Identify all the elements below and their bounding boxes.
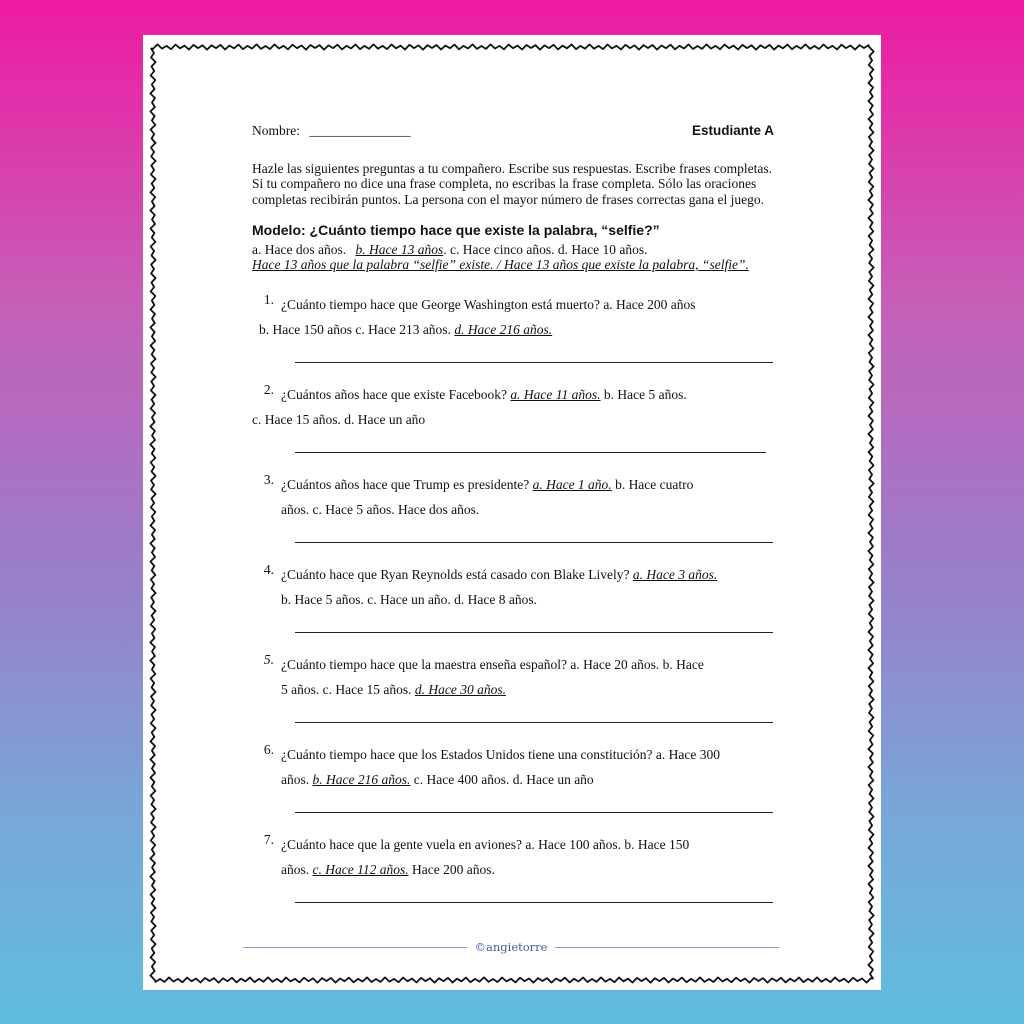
question-number: 3. xyxy=(263,471,274,487)
question-7 xyxy=(252,832,774,882)
question-options-rest: Hace 200 años. xyxy=(408,861,495,877)
model-option-a: a. Hace dos años. xyxy=(252,241,347,257)
question-text: ¿Cuánto tiempo hace que los Estados Unidos tiene una constitución? a. Hace 300 xyxy=(281,746,721,762)
model-option-cd: . c. Hace cinco años. d. Hace 10 años. xyxy=(443,241,648,257)
question-options-line2: años. c. Hace 5 años. Hace dos años. xyxy=(281,501,480,517)
question-2 xyxy=(252,382,774,432)
question-options-line2: b. Hace 5 años. c. Hace un año. d. Hace 8 años. xyxy=(281,591,538,607)
answer-line-4 xyxy=(295,632,773,633)
instructions: Hazle las siguientes preguntas a tu compañero. Escribe sus respuestas. Escribe frases completas. Si tu compañero no dice una frase completa, no escribas la frase completa. Sólo las oraciones completas recibirán puntos. La persona con el mayor número de frases correctas gana el juego. xyxy=(252,160,772,207)
model-title: Modelo: ¿Cuánto tiempo hace que existe la palabra, “selfie?” xyxy=(252,222,660,238)
question-text: ¿Cuántos años hace que Trump es presidente? xyxy=(281,476,533,492)
footer-rule-right xyxy=(555,947,779,948)
correct-answer: a. Hace 3 años. xyxy=(632,566,718,582)
name-blank: _______________ xyxy=(309,123,411,138)
worksheet-content xyxy=(252,123,774,903)
worksheet-page xyxy=(143,35,881,990)
footer xyxy=(243,940,779,954)
correct-answer: b. Hace 216 años. xyxy=(312,771,411,787)
question-number: 6. xyxy=(263,741,274,757)
model-option-b-correct: b. Hace 13 años xyxy=(355,241,444,257)
question-5 xyxy=(252,652,774,702)
question-text: ¿Cuántos años hace que existe Facebook? xyxy=(281,386,511,402)
correct-answer: d. Hace 216 años. xyxy=(454,321,553,337)
question-number: 2. xyxy=(263,381,274,397)
answer-line-5 xyxy=(295,722,773,723)
question-text: ¿Cuánto hace que la gente vuela en aviones? a. Hace 100 años. b. Hace 150 xyxy=(281,836,690,852)
header-row xyxy=(252,123,774,139)
question-4 xyxy=(252,562,774,612)
answer-line-2 xyxy=(295,452,766,453)
question-options: b. Hace 150 años c. Hace 213 años. xyxy=(259,321,455,337)
correct-answer: a. Hace 1 año. xyxy=(532,476,612,492)
answer-line-7 xyxy=(295,902,773,903)
footer-rule-left xyxy=(243,947,467,948)
question-number: 7. xyxy=(263,831,274,847)
correct-answer: c. Hace 112 años. xyxy=(312,861,409,877)
question-1 xyxy=(252,292,774,342)
model-answer: Hace 13 años que la palabra “selfie” existe. / Hace 13 años que existe la palabra, “selfie”. xyxy=(252,257,749,272)
answer-line-6 xyxy=(295,812,773,813)
footer-credit: ©angietorre xyxy=(474,940,548,954)
answer-line-3 xyxy=(295,542,773,543)
question-text: ¿Cuánto hace que Ryan Reynolds está casado con Blake Lively? xyxy=(281,566,633,582)
question-number: 5. xyxy=(263,651,274,667)
student-label: Estudiante A xyxy=(691,123,774,138)
question-number: 4. xyxy=(263,561,274,577)
question-options: b. Hace 5 años. xyxy=(600,386,687,402)
question-text: ¿Cuánto tiempo hace que la maestra enseña español? a. Hace 20 años. b. Hace xyxy=(281,656,704,672)
question-text: ¿Cuánto tiempo hace que George Washington está muerto? a. Hace 200 años xyxy=(281,296,696,312)
answer-line-1 xyxy=(295,362,773,363)
question-options-rest: c. Hace 400 años. d. Hace un año xyxy=(410,771,594,787)
question-options-line2: c. Hace 15 años. d. Hace un año xyxy=(252,411,426,427)
model-options xyxy=(252,242,774,258)
correct-answer: d. Hace 30 años. xyxy=(414,681,506,697)
question-options: años. xyxy=(281,771,313,787)
name-label: Nombre: xyxy=(252,123,300,138)
question-options: b. Hace cuatro xyxy=(611,476,694,492)
question-6 xyxy=(252,742,774,792)
question-number: 1. xyxy=(263,291,274,307)
correct-answer: a. Hace 11 años. xyxy=(510,386,601,402)
question-options: años. xyxy=(281,861,313,877)
question-options: 5 años. c. Hace 15 años. xyxy=(281,681,415,697)
name-field xyxy=(252,123,411,139)
question-3 xyxy=(252,472,774,522)
